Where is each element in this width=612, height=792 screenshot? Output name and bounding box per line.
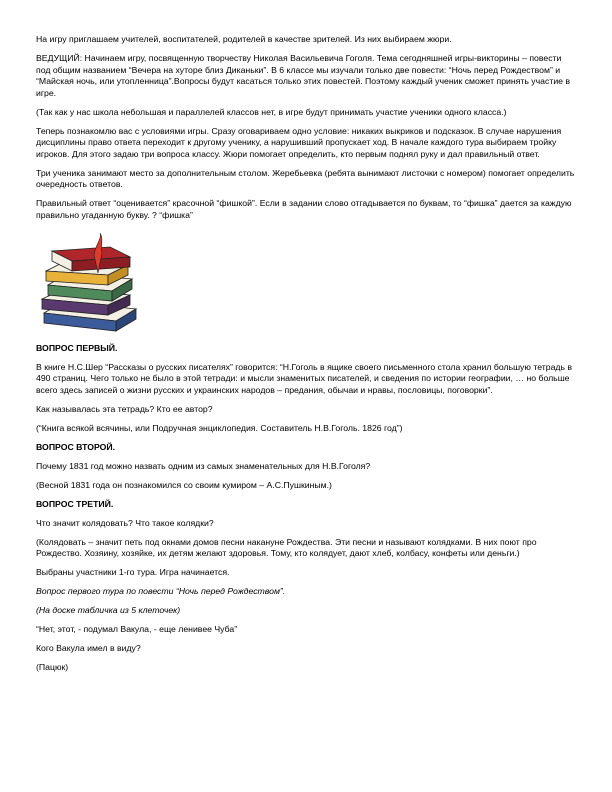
question-1-heading: ВОПРОС ПЕРВЫЙ. xyxy=(36,342,118,353)
question-1-question: Как называлась эта тетрадь? Кто ее автор? xyxy=(36,403,213,414)
vakula-quote: “Нет, этот, - подумал Вакула, - еще ленивее Чуба” xyxy=(36,624,238,634)
paragraph-host: ВЕДУЩИЙ: Начинаем игру, посвященную творчеству Николая Васильевича Гоголя. Тема сегодняшней игры-викторины – повести под общим названием “Вечера на хуторе близ Диканьки”. В 6 классе мы изучали только две повести: “Ночь перед Рождеством” и “Майская ночь, или утопленница”.Вопросы будут касаться только этих повестей. Поэтому каждый ученик сможет принять участие в игре. xyxy=(36,53,571,98)
question-3-question: Что значит колядовать? Что такое колядки? xyxy=(36,517,214,528)
stack-of-books-icon xyxy=(38,229,143,337)
who-question: Кого Вакула имел в виду? xyxy=(36,643,141,653)
paragraph-school-note: (Так как у нас школа небольшая и параллелей классов нет, в игре будут принимать участие ученики одного класса.) xyxy=(36,106,507,117)
question-1-text: В книге Н.С.Шер “Рассказы о русских писателях” говорится: “Н.Гоголь в ящике своего письменного стола хранил большую тетрадь в 490 страниц. Чего только не было в этой тетради: и мысли знаменитых писателей, и сведения по истории географии, … но больше всего здесь записей о жизни русских и украинских народов – предания, обычаи и нравы, пословицы, поговорки”. xyxy=(36,361,573,395)
paragraph-scoring: Правильный ответ “оценивается” красочной “фишкой”. Если в задании слово отгадывается по буквам, то “фишка” дается за каждую правильно угаданную букву. ? “фишка” xyxy=(36,198,572,220)
question-3-heading: ВОПРОС ТРЕТИЙ. xyxy=(36,498,114,509)
round-1-title: Вопрос первого тура по повести “Ночь перед Рождеством”. xyxy=(36,586,286,596)
board-note: (На доске табличка из 5 клеточек) xyxy=(36,605,181,615)
paragraph-intro: На игру приглашаем учителей, воспитателей, родителей в качестве зрителей. Из них выбираем жюри. xyxy=(36,34,452,44)
question-2-heading: ВОПРОС ВТОРОЙ. xyxy=(36,441,116,452)
question-2-answer: (Весной 1831 года он познакомился со своим кумиром – А.С.Пушкиным.) xyxy=(36,479,332,490)
question-3-answer: (Колядовать – значит петь под окнами домов песни накануне Рождества. Эти песни и называют колядками. В них поют про Рождество. Хозяину, хозяйке, их детям желают здоровья. Тому, кто колядует, дают хлеб, колбасу, конфеты или деньги.) xyxy=(36,536,537,558)
who-answer: (Пацюк) xyxy=(36,662,69,672)
question-2-question: Почему 1831 год можно назвать одним из самых знаменательных для Н.В.Гоголя? xyxy=(36,460,371,471)
question-1-answer: (“Книга всякой всячины, или Подручная энциклопедия. Составитель Н.В.Гоголь. 1826 год”) xyxy=(36,422,403,433)
paragraph-rules: Теперь познакомлю вас с условиями игры. Сразу оговариваем одно условие: никаких выкриков и подсказок. В случае нарушения дисциплины право ответа переходит к другому ученику, а нарушивший пропускает ход. В начале каждого тура выбираем тройку игроков. Для этого задаю три вопроса классу. Жюри помогает определить, кто первым поднял руку и дал правильный ответ. xyxy=(36,125,562,159)
paragraph-draw: Три ученика занимают место за дополнительным столом. Жеребьевка (ребята вынимают листочки с номером) помогает определить очередность ответов. xyxy=(36,167,575,189)
round-1-intro: Выбраны участники 1-го тура. Игра начинается. xyxy=(36,567,230,577)
document-page xyxy=(36,34,576,681)
